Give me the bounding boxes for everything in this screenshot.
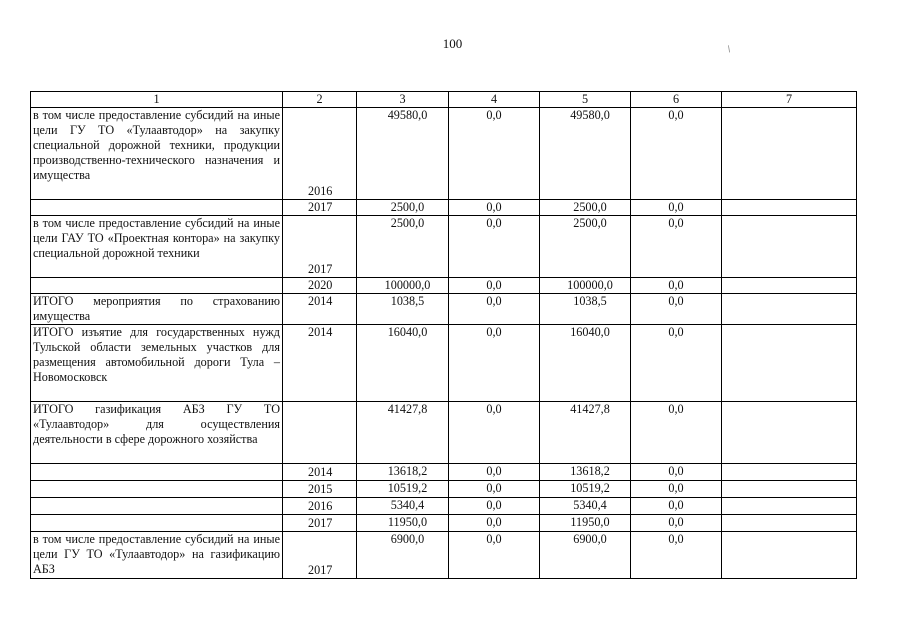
row-year: 2016 bbox=[283, 498, 357, 515]
row-description: в том числе предоставление субсидий на иные цели ГУ ТО «Тулаавтодор» на газификацию АБЗ bbox=[31, 532, 283, 579]
row-federal: 0,0 bbox=[449, 402, 540, 464]
row-local: 0,0 bbox=[631, 402, 722, 464]
row-other bbox=[722, 325, 857, 402]
row-federal: 0,0 bbox=[449, 515, 540, 532]
row-year: 2014 bbox=[283, 464, 357, 481]
table-row bbox=[31, 294, 857, 325]
row-other bbox=[722, 532, 857, 579]
row-regional: 16040,0 bbox=[540, 325, 631, 402]
row-local: 0,0 bbox=[631, 278, 722, 294]
row-regional: 11950,0 bbox=[540, 515, 631, 532]
row-regional: 1038,5 bbox=[540, 294, 631, 325]
row-description: ИТОГО изъятие для государственных нужд Тульской области земельных участков для размещения автомобильной дороги Тула – Новомосковск bbox=[31, 325, 283, 402]
row-federal: 0,0 bbox=[449, 294, 540, 325]
row-local: 0,0 bbox=[631, 216, 722, 278]
row-description: ИТОГО газификация АБЗ ГУ ТО «Тулаавтодор» для осуществления деятельности в сфере дорожного хозяйства bbox=[31, 402, 283, 464]
header-row bbox=[31, 92, 857, 108]
row-description bbox=[31, 464, 283, 481]
header-col-5: 5 bbox=[540, 92, 631, 108]
row-regional: 13618,2 bbox=[540, 464, 631, 481]
row-total: 49580,0 bbox=[357, 108, 449, 200]
row-description bbox=[31, 481, 283, 498]
row-other bbox=[722, 216, 857, 278]
row-regional: 2500,0 bbox=[540, 216, 631, 278]
row-federal: 0,0 bbox=[449, 216, 540, 278]
row-federal: 0,0 bbox=[449, 200, 540, 216]
row-year bbox=[283, 402, 357, 464]
row-local: 0,0 bbox=[631, 515, 722, 532]
row-other bbox=[722, 402, 857, 464]
budget-table bbox=[30, 91, 857, 579]
row-total: 100000,0 bbox=[357, 278, 449, 294]
header-col-4: 4 bbox=[449, 92, 540, 108]
row-other bbox=[722, 464, 857, 481]
row-federal: 0,0 bbox=[449, 108, 540, 200]
row-year: 2017 bbox=[283, 200, 357, 216]
table-row bbox=[31, 216, 857, 278]
row-description: в том числе предоставление субсидий на иные цели ГУ ТО «Тулаавтодор» на закупку специальной дорожной техники, продукции производственно-технического назначения и имущества bbox=[31, 108, 283, 200]
row-federal: 0,0 bbox=[449, 481, 540, 498]
row-regional: 49580,0 bbox=[540, 108, 631, 200]
row-other bbox=[722, 294, 857, 325]
row-local: 0,0 bbox=[631, 481, 722, 498]
row-total: 16040,0 bbox=[357, 325, 449, 402]
table-row bbox=[31, 108, 857, 200]
row-regional: 100000,0 bbox=[540, 278, 631, 294]
row-local: 0,0 bbox=[631, 200, 722, 216]
row-federal: 0,0 bbox=[449, 464, 540, 481]
row-federal: 0,0 bbox=[449, 278, 540, 294]
row-total: 2500,0 bbox=[357, 216, 449, 278]
table-row bbox=[31, 481, 857, 498]
row-description: ИТОГО мероприятия по страхованию имущества bbox=[31, 294, 283, 325]
row-federal: 0,0 bbox=[449, 498, 540, 515]
row-local: 0,0 bbox=[631, 294, 722, 325]
row-local: 0,0 bbox=[631, 464, 722, 481]
header-col-7: 7 bbox=[722, 92, 857, 108]
table-row bbox=[31, 532, 857, 579]
row-federal: 0,0 bbox=[449, 325, 540, 402]
row-total: 11950,0 bbox=[357, 515, 449, 532]
table-row bbox=[31, 464, 857, 481]
header-col-6: 6 bbox=[631, 92, 722, 108]
row-total: 13618,2 bbox=[357, 464, 449, 481]
row-year: 2017 bbox=[283, 216, 357, 278]
header-col-1: 1 bbox=[31, 92, 283, 108]
row-year: 2017 bbox=[283, 515, 357, 532]
header-col-2: 2 bbox=[283, 92, 357, 108]
row-other bbox=[722, 108, 857, 200]
table-row bbox=[31, 515, 857, 532]
row-description bbox=[31, 200, 283, 216]
row-other bbox=[722, 481, 857, 498]
row-year: 2020 bbox=[283, 278, 357, 294]
row-local: 0,0 bbox=[631, 325, 722, 402]
row-total: 10519,2 bbox=[357, 481, 449, 498]
row-federal: 0,0 bbox=[449, 532, 540, 579]
row-other bbox=[722, 515, 857, 532]
row-local: 0,0 bbox=[631, 498, 722, 515]
row-regional: 2500,0 bbox=[540, 200, 631, 216]
row-total: 2500,0 bbox=[357, 200, 449, 216]
row-description bbox=[31, 515, 283, 532]
row-total: 1038,5 bbox=[357, 294, 449, 325]
row-description bbox=[31, 278, 283, 294]
row-year: 2017 bbox=[283, 532, 357, 579]
row-description bbox=[31, 498, 283, 515]
scan-mark: / bbox=[725, 43, 733, 56]
row-year: 2014 bbox=[283, 294, 357, 325]
table-row bbox=[31, 498, 857, 515]
row-year: 2015 bbox=[283, 481, 357, 498]
row-regional: 5340,4 bbox=[540, 498, 631, 515]
table-row bbox=[31, 278, 857, 294]
row-local: 0,0 bbox=[631, 532, 722, 579]
page-number: 100 bbox=[442, 36, 463, 51]
table-row bbox=[31, 325, 857, 402]
row-other bbox=[722, 498, 857, 515]
row-local: 0,0 bbox=[631, 108, 722, 200]
row-other bbox=[722, 278, 857, 294]
row-other bbox=[722, 200, 857, 216]
row-description: в том числе предоставление субсидий на иные цели ГАУ ТО «Проектная контора» на закупку специальной дорожной техники bbox=[31, 216, 283, 278]
table-row bbox=[31, 402, 857, 464]
row-year: 2016 bbox=[283, 108, 357, 200]
header-col-3: 3 bbox=[357, 92, 449, 108]
row-total: 6900,0 bbox=[357, 532, 449, 579]
row-total: 5340,4 bbox=[357, 498, 449, 515]
row-regional: 6900,0 bbox=[540, 532, 631, 579]
row-regional: 10519,2 bbox=[540, 481, 631, 498]
row-total: 41427,8 bbox=[357, 402, 449, 464]
row-regional: 41427,8 bbox=[540, 402, 631, 464]
table-row bbox=[31, 200, 857, 216]
row-year: 2014 bbox=[283, 325, 357, 402]
